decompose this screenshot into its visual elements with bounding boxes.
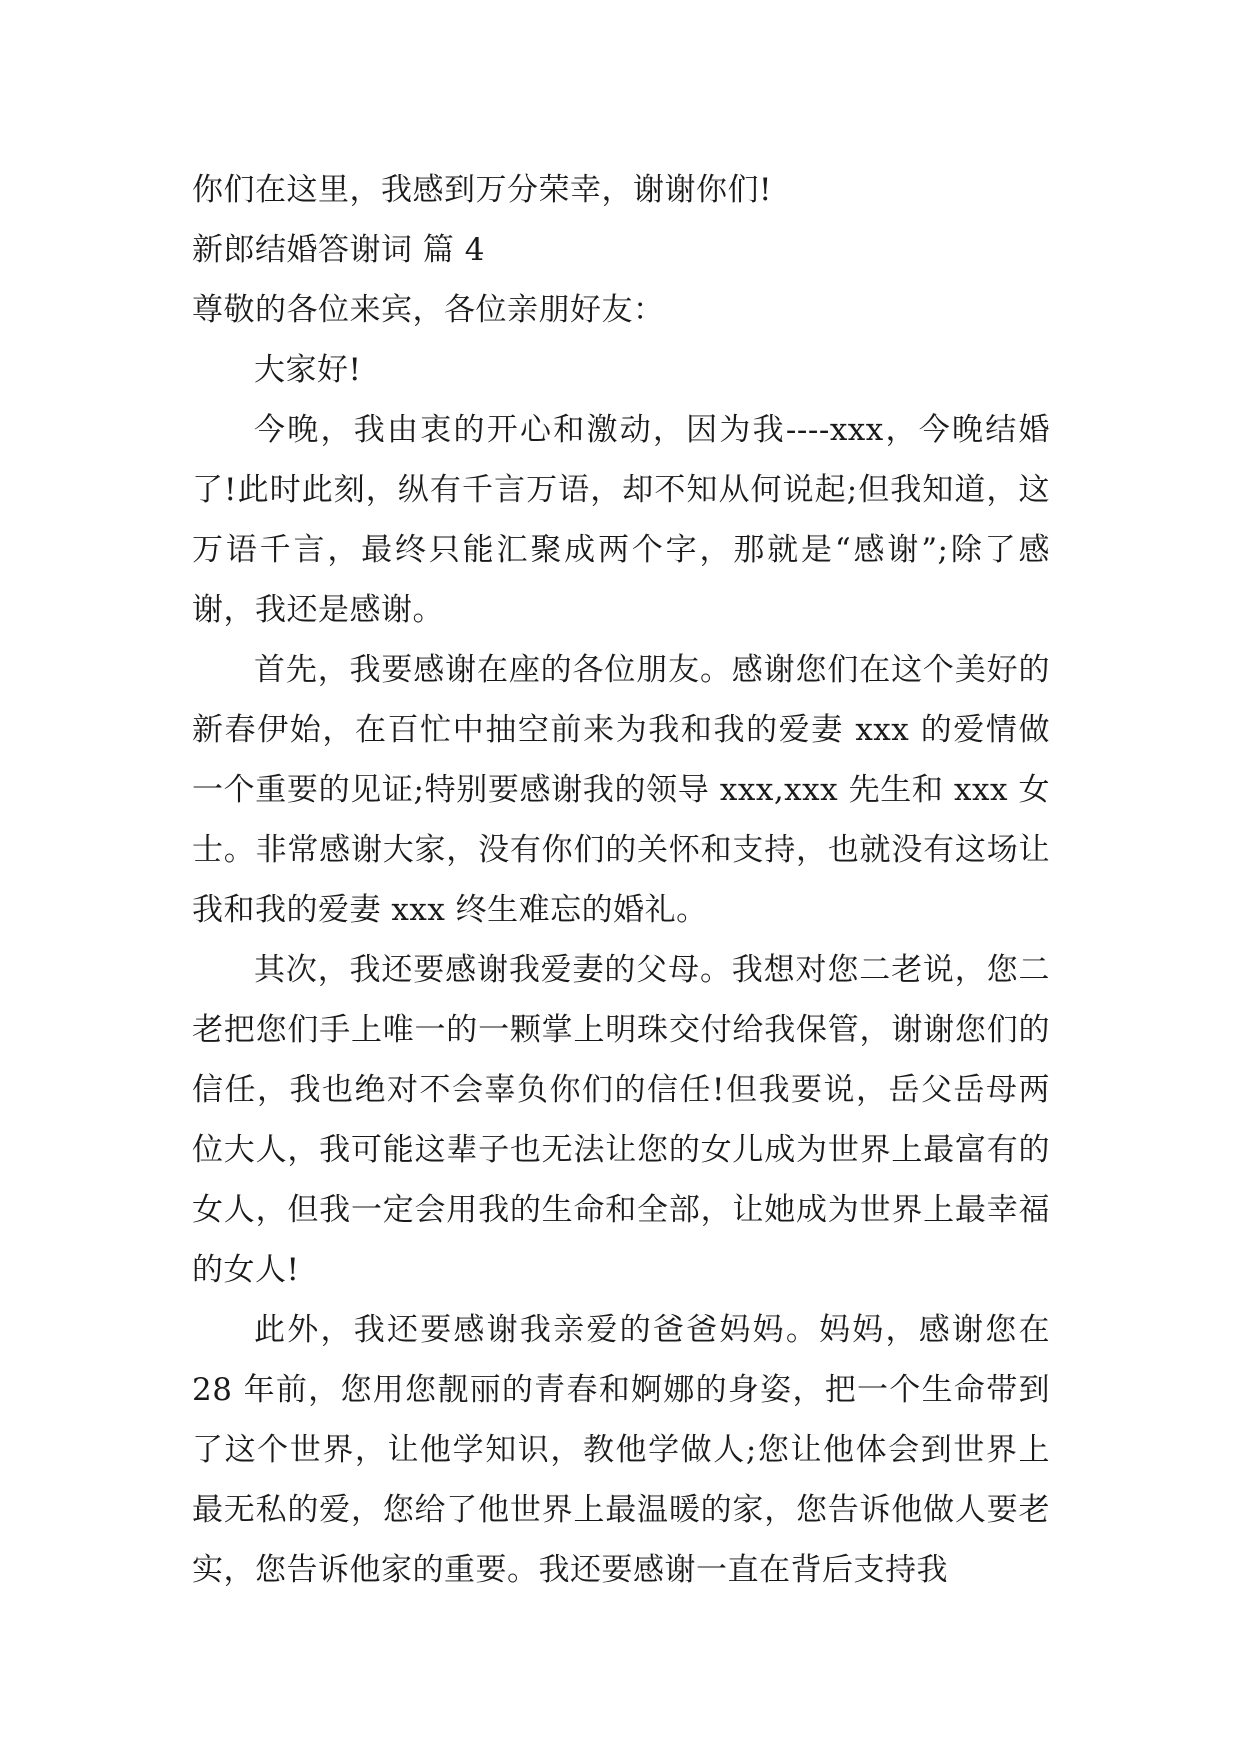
paragraph-1: 今晚，我由衷的开心和激动，因为我----xxx，今晚结婚了!此时此刻，纵有千言万语，却不知从何说起;但我知道，这万语千言，最终只能汇聚成两个字，那就是“感谢”;除了感谢，我还是感谢。: [192, 412, 1050, 628]
section-title: 新郎结婚答谢词 篇 4: [192, 232, 485, 268]
salutation: 尊敬的各位来宾，各位亲朋好友：: [192, 292, 665, 328]
document-body: [192, 160, 1050, 1600]
paragraph-4: 此外，我还要感谢我亲爱的爸爸妈妈。妈妈，感谢您在 28 年前，您用您靓丽的青春和婀娜的身姿，把一个生命带到了这个世界，让他学知识，教他学做人;您让他体会到世界上最无私的爱，您给了他世界上最温暖的家，您告诉他做人要老实，您告诉他家的重要。我还要感谢一直在背后支持我: [192, 1312, 1050, 1588]
paragraph-3: 其次，我还要感谢我爱妻的父母。我想对您二老说，您二老把您们手上唯一的一颗掌上明珠交付给我保管，谢谢您们的信任，我也绝对不会辜负你们的信任!但我要说，岳父岳母两位大人，我可能这辈子也无法让您的女儿成为世界上最富有的女人，但我一定会用我的生命和全部，让她成为世界上最幸福的女人!: [192, 952, 1050, 1288]
greeting: 大家好!: [254, 352, 362, 388]
paragraph-2: 首先，我要感谢在座的各位朋友。感谢您们在这个美好的新春伊始，在百忙中抽空前来为我和我的爱妻 xxx 的爱情做一个重要的见证;特别要感谢我的领导 xxx,xxx 先生和 xxx 女士。非常感谢大家，没有你们的关怀和支持，也就没有这场让我和我的爱妻 xxx 终生难忘的婚礼。: [192, 652, 1050, 928]
continued-line: 你们在这里，我感到万分荣幸，谢谢你们!: [192, 172, 772, 208]
